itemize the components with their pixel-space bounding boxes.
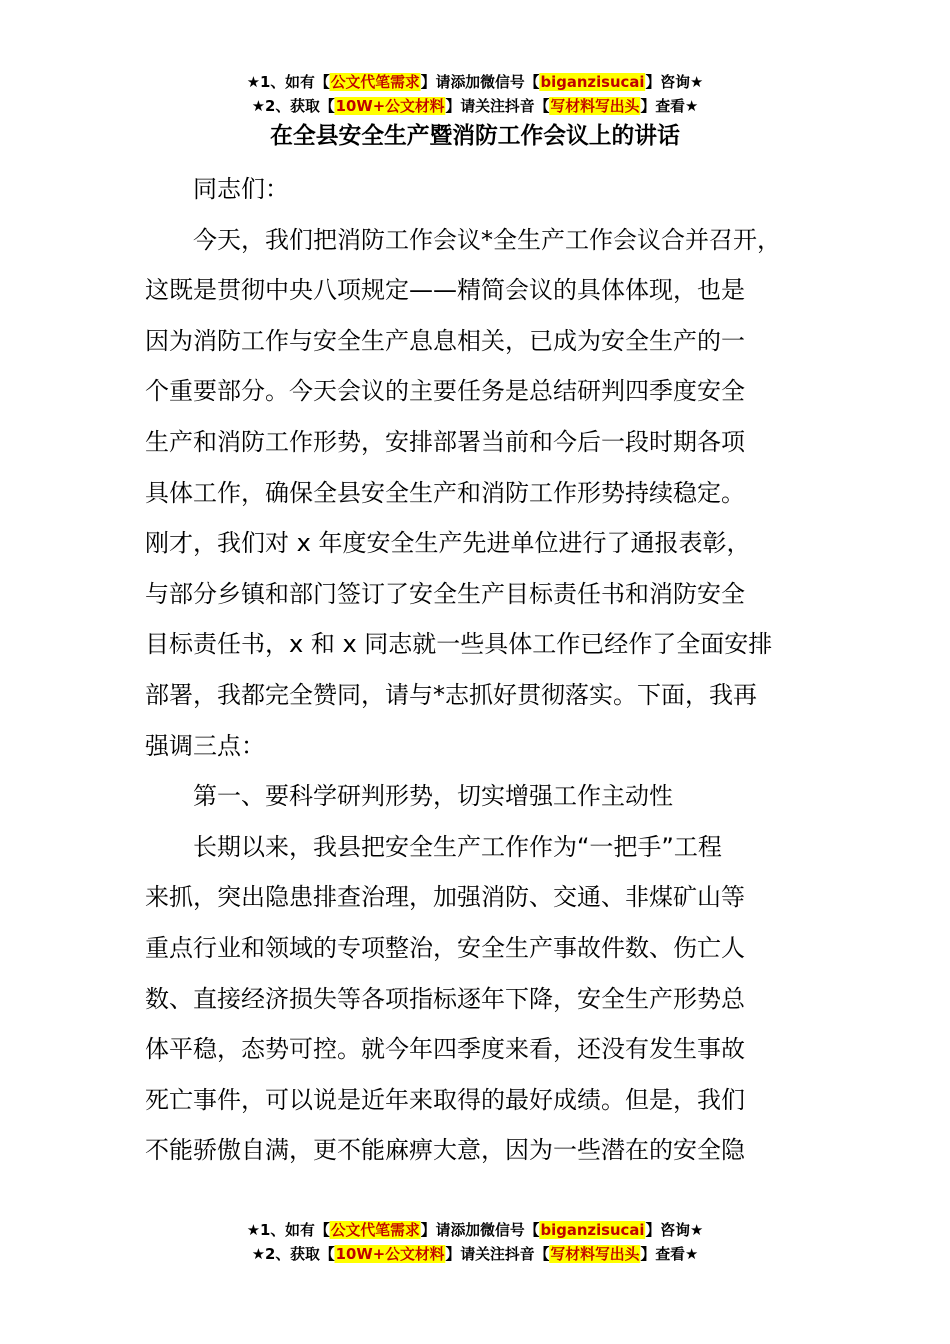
body-line: 不能骄傲自满，更不能麻痹大意，因为一些潜在的安全隐	[145, 1136, 745, 1165]
banner-highlight: 公文代笔需求	[330, 1221, 420, 1239]
banner-text: 】查看★	[640, 97, 699, 115]
body-line: 数、直接经济损失等各项指标逐年下降，安全生产形势总	[145, 984, 745, 1013]
footer-banner	[0, 1218, 950, 1266]
banner-line-2	[5, 94, 945, 118]
body-line: 刚才，我们对 x 年度安全生产先进单位进行了通报表彰，	[145, 529, 751, 558]
body-line: 这既是贯彻中央八项规定——精简会议的具体体现，也是	[145, 276, 745, 305]
banner-text: 】咨询★	[645, 1221, 704, 1239]
body-line: 与部分乡镇和部门签订了安全生产目标责任书和消防安全	[145, 579, 745, 608]
body-line: 部署，我都完全赞同，请与*志抓好贯彻落实。下面，我再	[145, 680, 757, 709]
body-line: 因为消防工作与安全生产息息相关，已成为安全生产的一	[145, 326, 745, 355]
section-heading: 第一、要科学研判形势，切实增强工作主动性	[193, 782, 673, 811]
banner-text: 】请关注抖音【	[445, 1245, 550, 1263]
body-line: 今天，我们把消防工作会议*全生产工作会议合并召开，	[193, 225, 781, 254]
banner-text: ★1、如有【	[246, 1221, 330, 1239]
banner-text: ★2、获取【	[251, 1245, 335, 1263]
banner-highlight: biganzisucai	[540, 73, 645, 91]
body-line: 体平稳，态势可控。就今年四季度来看，还没有发生事故	[145, 1035, 745, 1064]
banner-highlight: 写材料写出头	[550, 97, 640, 115]
banner-highlight: 10W+公文材料	[335, 97, 445, 115]
banner-text: 】请关注抖音【	[445, 97, 550, 115]
banner-line-1	[5, 70, 945, 94]
banner-line-2	[5, 1242, 945, 1266]
body-line: 强调三点：	[145, 731, 265, 760]
banner-highlight: 写材料写出头	[550, 1245, 640, 1263]
body-line: 个重要部分。今天会议的主要任务是总结研判四季度安全	[145, 377, 745, 406]
body-line: 目标责任书，x 和 x 同志就一些具体工作已经作了全面安排	[145, 630, 773, 659]
banner-text: 】查看★	[640, 1245, 699, 1263]
body-line: 长期以来，我县把安全生产工作作为“一把手”工程	[193, 832, 722, 861]
banner-text: ★1、如有【	[246, 73, 330, 91]
body-line: 生产和消防工作形势，安排部署当前和今后一段时期各项	[145, 427, 745, 456]
body-line: 死亡事件，可以说是近年来取得的最好成绩。但是，我们	[145, 1085, 745, 1114]
document-body	[145, 164, 813, 1176]
body-line: 具体工作，确保全县安全生产和消防工作形势持续稳定。	[145, 478, 745, 507]
body-line: 来抓，突出隐患排查治理，加强消防、交通、非煤矿山等	[145, 883, 745, 912]
document-title: 在全县安全生产暨消防工作会议上的讲话	[270, 123, 680, 149]
banner-text: 】请添加微信号【	[420, 73, 540, 91]
banner-text: 】咨询★	[645, 73, 704, 91]
header-banner	[0, 70, 950, 118]
banner-highlight: 公文代笔需求	[330, 73, 420, 91]
banner-highlight: 10W+公文材料	[335, 1245, 445, 1263]
body-line: 重点行业和领域的专项整治，安全生产事故件数、伤亡人	[145, 933, 745, 962]
banner-text: 】请添加微信号【	[420, 1221, 540, 1239]
banner-highlight: biganzisucai	[540, 1221, 645, 1239]
banner-text: ★2、获取【	[251, 97, 335, 115]
body-line: 同志们：	[193, 175, 289, 203]
banner-line-1	[5, 1218, 945, 1242]
